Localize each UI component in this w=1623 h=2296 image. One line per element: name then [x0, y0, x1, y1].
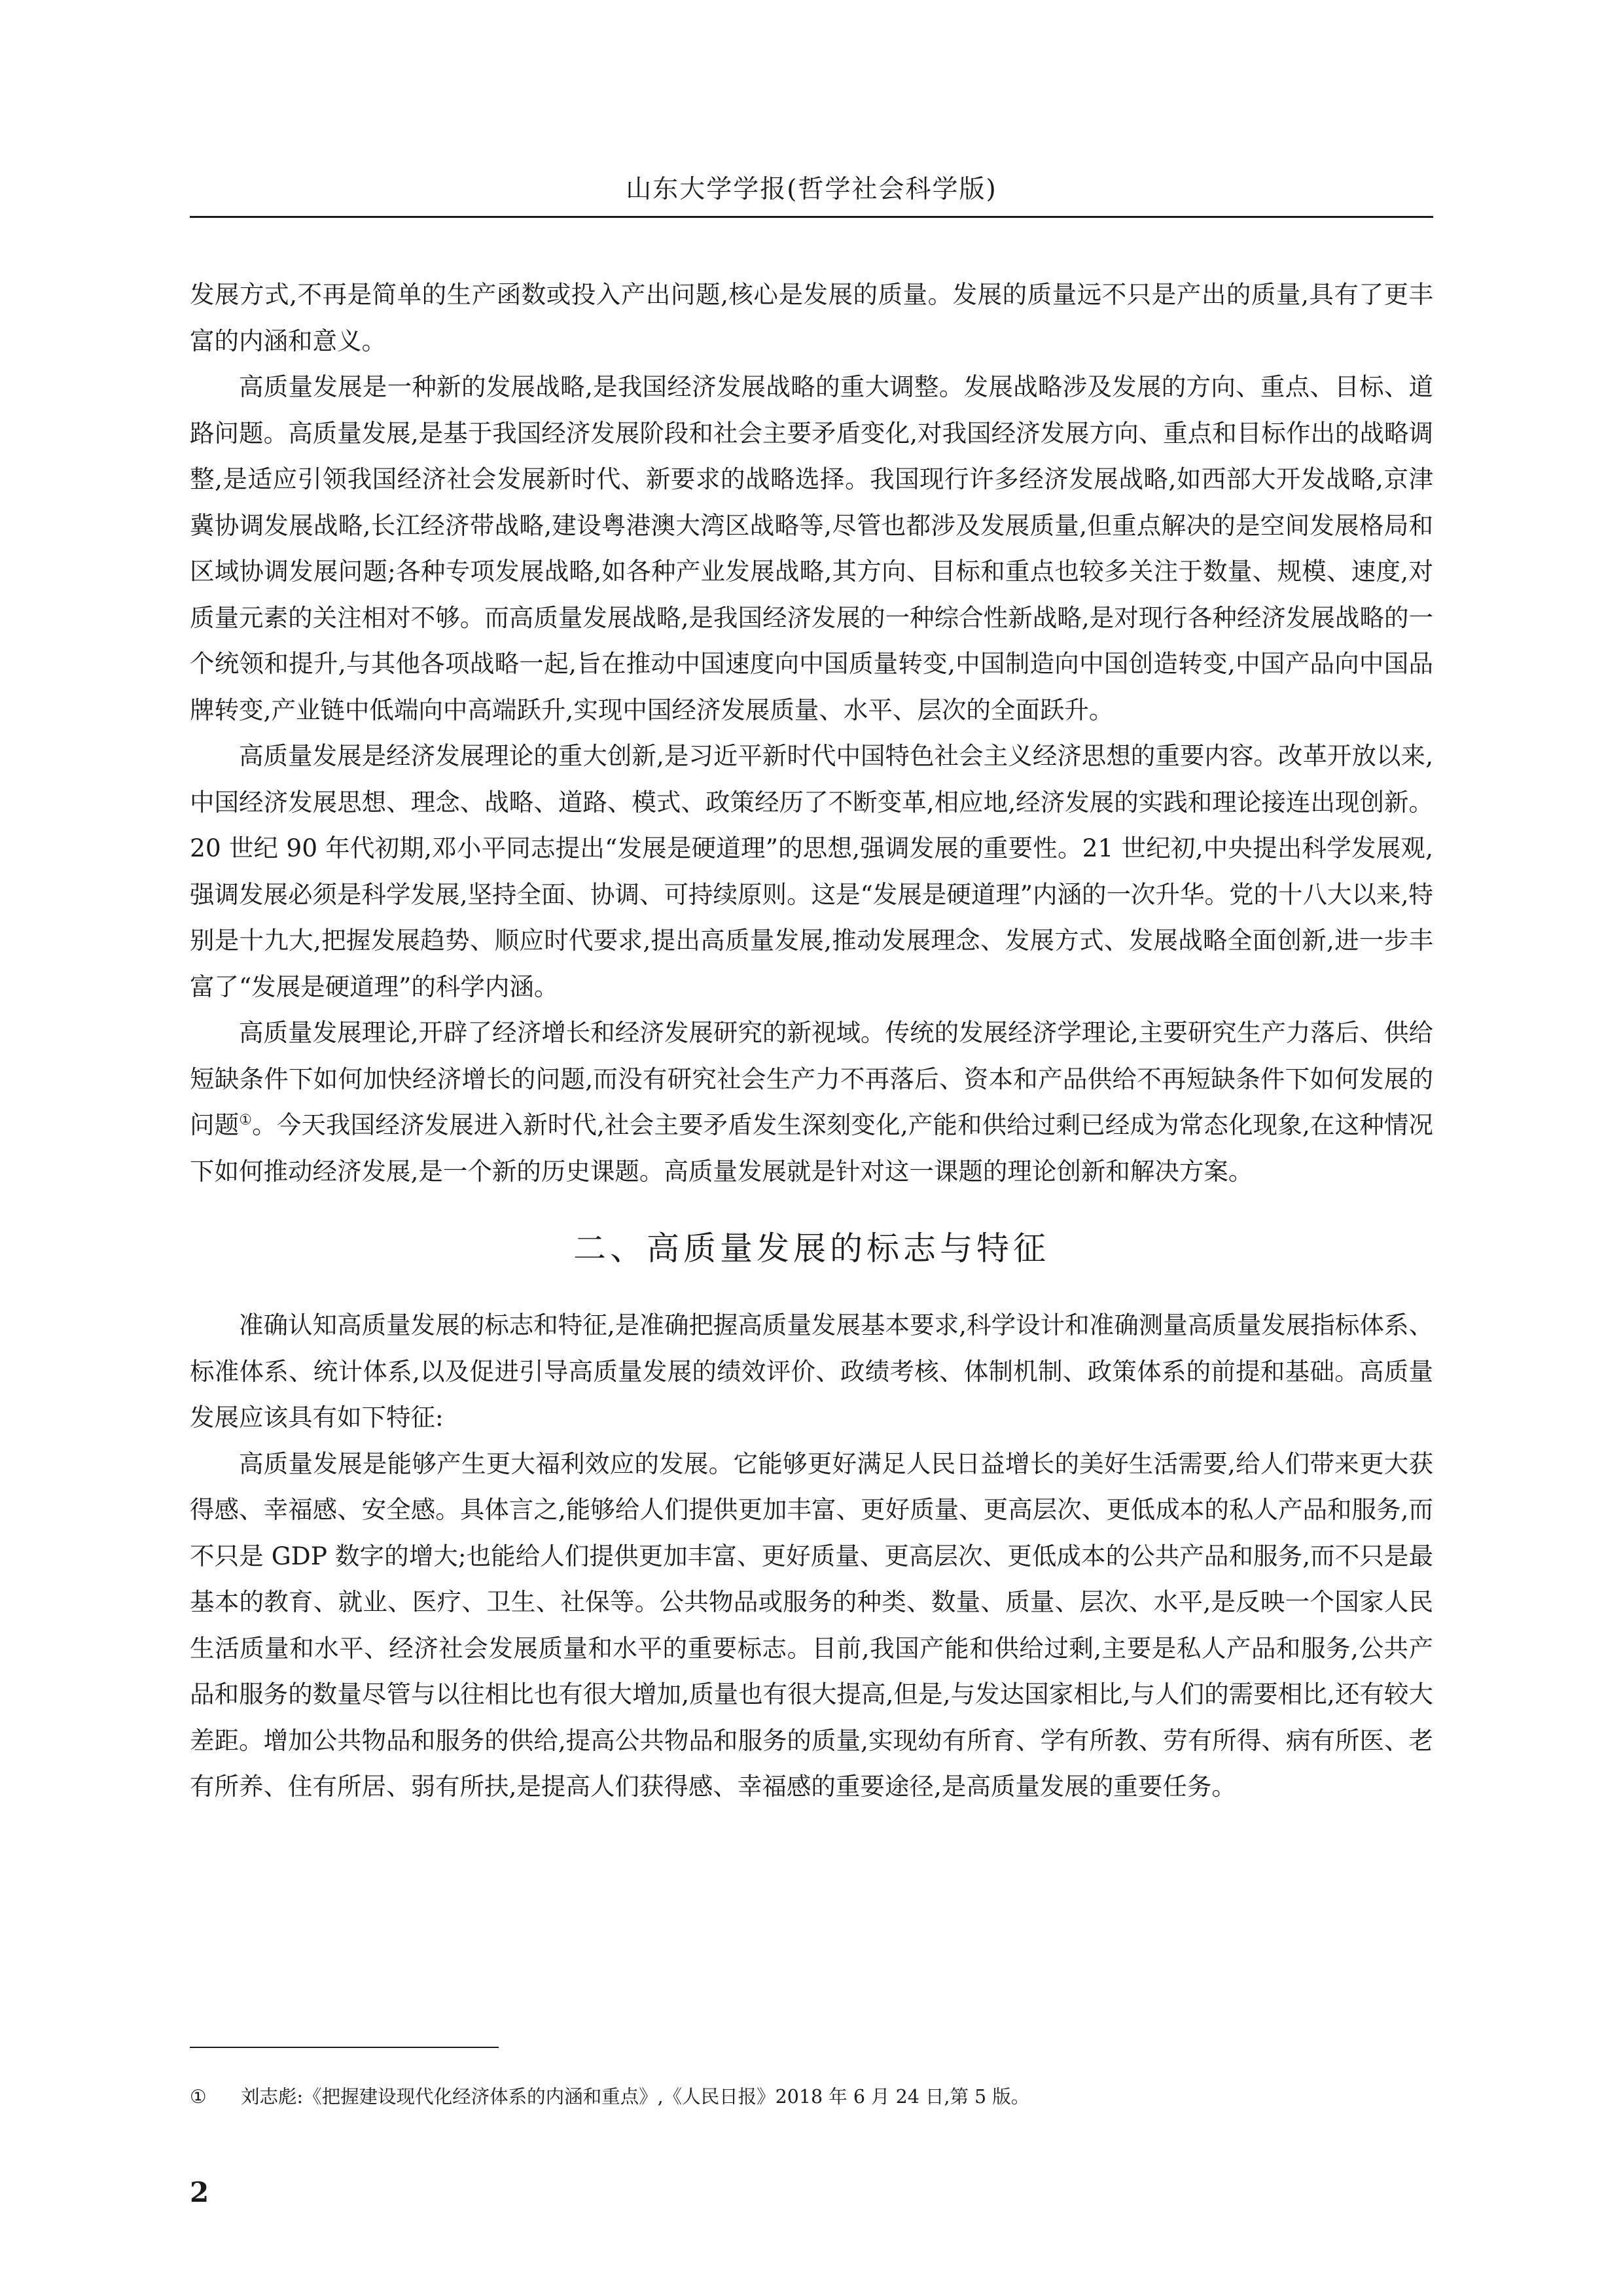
running-header: 山东大学学报(哲学社会科学版): [626, 175, 997, 204]
paragraph-3: 高质量发展是经济发展理论的重大创新,是习近平新时代中国特色社会主义经济思想的重要内容。改革开放以来,中国经济发展思想、理念、战略、道路、模式、政策经历了不断变革,相应地,经济发展的实践和理论接连出现创新。20 世纪 90 年代初期,邓小平同志提出“发展是硬道理”的思想,强调发展的重要性。21 世纪初,中央提出科学发展观,强调发展必须是科学发展,坚持全面、协调、可持续原则。这是“发展是硬道理”内涵的一次升华。党的十八大以来,特别是十九大,把握发展趋势、顺应时代要求,提出高质量发展,推动发展理念、发展方式、发展战略全面创新,进一步丰富了“发展是硬道理”的科学内涵。: [190, 741, 1433, 1001]
section-heading: 二、高质量发展的标志与特征: [573, 1229, 1050, 1267]
footnote: [190, 2083, 1433, 2111]
paragraph-5: 准确认知高质量发展的标志和特征,是准确把握高质量发展基本要求,科学设计和准确测量高质量发展指标体系、标准体系、统计体系,以及促进引导高质量发展的绩效评价、政绩考核、体制机制、政策体系的前提和基础。高质量发展应该具有如下特征:: [190, 1311, 1433, 1432]
paragraph-6: 高质量发展是能够产生更大福利效应的发展。它能够更好满足人民日益增长的美好生活需要,给人们带来更大获得感、幸福感、安全感。具体言之,能够给人们提供更加丰富、更好质量、更高层次、更低成本的私人产品和服务,而不只是 GDP 数字的增大;也能给人们提供更加丰富、更好质量、更高层次、更低成本的公共产品和服务,而不只是最基本的教育、就业、医疗、卫生、社保等。公共物品或服务的种类、数量、质量、层次、水平,是反映一个国家人民生活质量和水平、经济社会发展质量和水平的重要标志。目前,我国产能和供给过剩,主要是私人产品和服务,公共产品和服务的数量尽管与以往相比也有很大增加,质量也有很大提高,但是,与发达国家相比,与人们的需要相比,还有较大差距。增加公共物品和服务的供给,提高公共物品和服务的质量,实现幼有所育、学有所教、劳有所得、病有所医、老有所养、住有所居、弱有所扶,是提高人们获得感、幸福感的重要途径,是高质量发展的重要任务。: [190, 1449, 1433, 1801]
article-body: [190, 272, 1433, 1810]
paragraph-2: 高质量发展是一种新的发展战略,是我国经济发展战略的重大调整。发展战略涉及发展的方向、重点、目标、道路问题。高质量发展,是基于我国经济发展阶段和社会主要矛盾变化,对我国经济发展方向、重点和目标作出的战略调整,是适应引领我国经济社会发展新时代、新要求的战略选择。我国现行许多经济发展战略,如西部大开发战略,京津冀协调发展战略,长江经济带战略,建设粤港澳大湾区战略等,尽管也都涉及发展质量,但重点解决的是空间发展格局和区域协调发展问题;各种专项发展战略,如各种产业发展战略,其方向、目标和重点也较多关注于数量、规模、速度,对质量元素的关注相对不够。而高质量发展战略,是我国经济发展的一种综合性新战略,是对现行各种经济发展战略的一个统领和提升,与其他各项战略一起,旨在推动中国速度向中国质量转变,中国制造向中国创造转变,中国产品向中国品牌转变,产业链中低端向中高端跃升,实现中国经济发展质量、水平、层次的全面跃升。: [190, 372, 1433, 724]
footnote-reference[interactable]: ①: [239, 1112, 253, 1129]
paragraph-4-part-a: 高质量发展理论,开辟了经济增长和经济发展研究的新视域。传统的发展经济学理论,主要研究生产力落后、供给短缺条件下如何加快经济增长的问题,而没有研究社会生产力不再落后、资本和产品供给不再短缺条件下如何发展的问题: [190, 1018, 1433, 1139]
page-number: 2: [190, 2176, 209, 2208]
footnote-text: 刘志彪:《把握建设现代化经济体系的内涵和重点》,《人民日报》2018 年 6 月 24 日,第 5 版。: [241, 2086, 1030, 2108]
paragraph-4: [190, 1010, 1433, 1194]
footnote-rule: [190, 2047, 499, 2048]
header-rule: [190, 216, 1433, 218]
footnote-mark: ①: [190, 2086, 207, 2108]
paragraph-1: 发展方式,不再是简单的生产函数或投入产出问题,核心是发展的质量。发展的质量远不只是产出的质量,具有了更丰富的内涵和意义。: [190, 280, 1433, 355]
paragraph-4-part-b: 。今天我国经济发展进入新时代,社会主要矛盾发生深刻变化,产能和供给过剩已经成为常态化现象,在这种情况下如何推动经济发展,是一个新的历史课题。高质量发展就是针对这一课题的理论创新和解决方案。: [190, 1110, 1433, 1186]
